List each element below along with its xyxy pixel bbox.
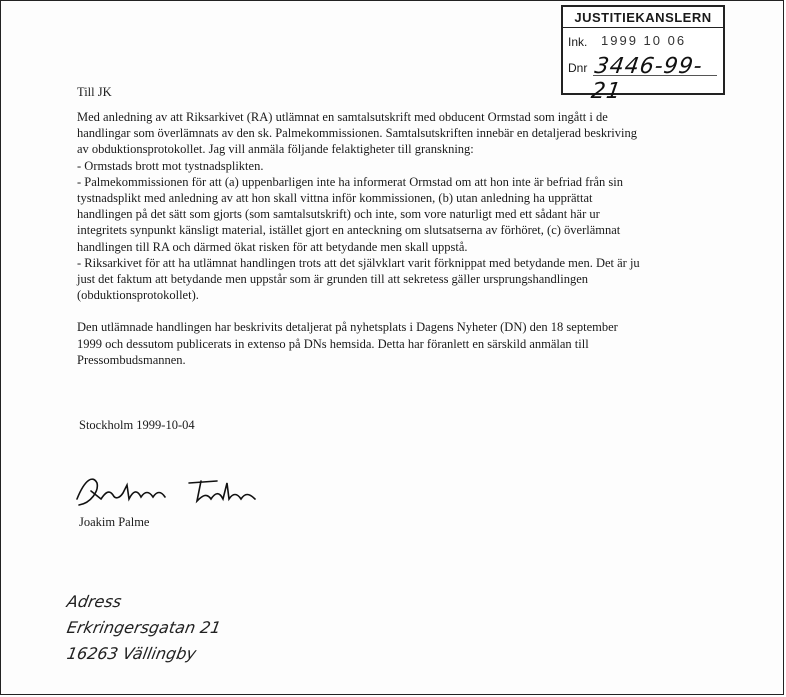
handwritten-signature — [71, 469, 281, 513]
stamp-dnr-underline — [593, 75, 717, 76]
paragraph-gap — [77, 303, 697, 319]
stamp-dnr-row — [563, 54, 723, 104]
paragraph-publication — [77, 319, 697, 368]
body-line: (obduktionsprotokollet). — [77, 288, 199, 303]
body-line: - Riksarkivet för att ha utlämnat handlingen trots att det självklart varit förknippat med betydande men. Det är ju — [77, 255, 640, 270]
body-line: handlingen på det sätt som gjorts (som samtalsutskrift) och inte, som vore naturligt med ett sådant här ur — [77, 207, 600, 222]
paragraph-complaint — [77, 109, 697, 303]
stamp-dnr-number: 3446-99-21 — [589, 54, 705, 104]
letter-body — [77, 109, 697, 368]
body-line: just det faktum att betydande men uppstår som är grunden till att sekretess gäller ursprungshandlingen — [77, 272, 588, 287]
body-line: - Palmekommissionen för att (a) uppenbarligen inte ha informerat Ormstad om att hon inte är befriad från sin — [77, 174, 624, 189]
body-line: Den utlämnade handlingen har beskrivits detaljerat på nyhetsplats i Dagens Nyheter (DN) den 18 september — [77, 320, 618, 335]
body-line: Med anledning av att Riksarkivet (RA) utlämnat en samtalsutskrift med obducent Ormstad som ingått i de — [77, 110, 608, 124]
body-line: integritets synpunkt känsligt material, istället gjort en anteckning om slutsatserna av förhöret, (c) överlämnat — [77, 223, 621, 238]
body-line: handlingar som överlämnats av den sk. Palmekommissionen. Samtalsutskriften innebär en detaljerad beskriving — [77, 126, 637, 141]
stamp-title: JUSTITIEKANSLERN — [563, 7, 723, 28]
address-heading: Adress — [65, 592, 123, 611]
address-street: Erkringersgatan 21 — [65, 618, 223, 637]
registration-stamp — [561, 5, 725, 104]
letter-salutation: Till JK — [77, 85, 112, 99]
body-line: tystnadsplikt med anledning av att hon skall vittna inför kommissionen, (b) utan anledning ha upprättat — [77, 191, 593, 206]
address-postal: 16263 Vällingby — [65, 644, 198, 663]
stamp-ink-date: 1999 10 06 — [601, 33, 687, 48]
handwritten-address — [67, 589, 221, 667]
stamp-dnr-label: Dnr — [568, 61, 588, 75]
body-line: handlingen till RA och därmed ökat risken för att betydande men skall uppstå. — [77, 239, 468, 254]
stamp-ink-row — [563, 28, 723, 54]
body-line: - Ormstads brott mot tystnadsplikten. — [77, 158, 264, 173]
body-line: av obduktionsprotokollet. Jag vill anmäla följande felaktigheter till granskning: — [77, 142, 474, 157]
stamp-ink-label: Ink. — [568, 35, 588, 49]
place-and-date: Stockholm 1999-10-04 — [79, 418, 195, 432]
body-line: 1999 och dessutom publicerats in extenso på DNs hemsida. Detta har föranlett en särskild anmälan till — [77, 336, 589, 351]
signer-name: Joakim Palme — [79, 515, 150, 529]
body-line: Pressombudsmannen. — [77, 352, 186, 367]
